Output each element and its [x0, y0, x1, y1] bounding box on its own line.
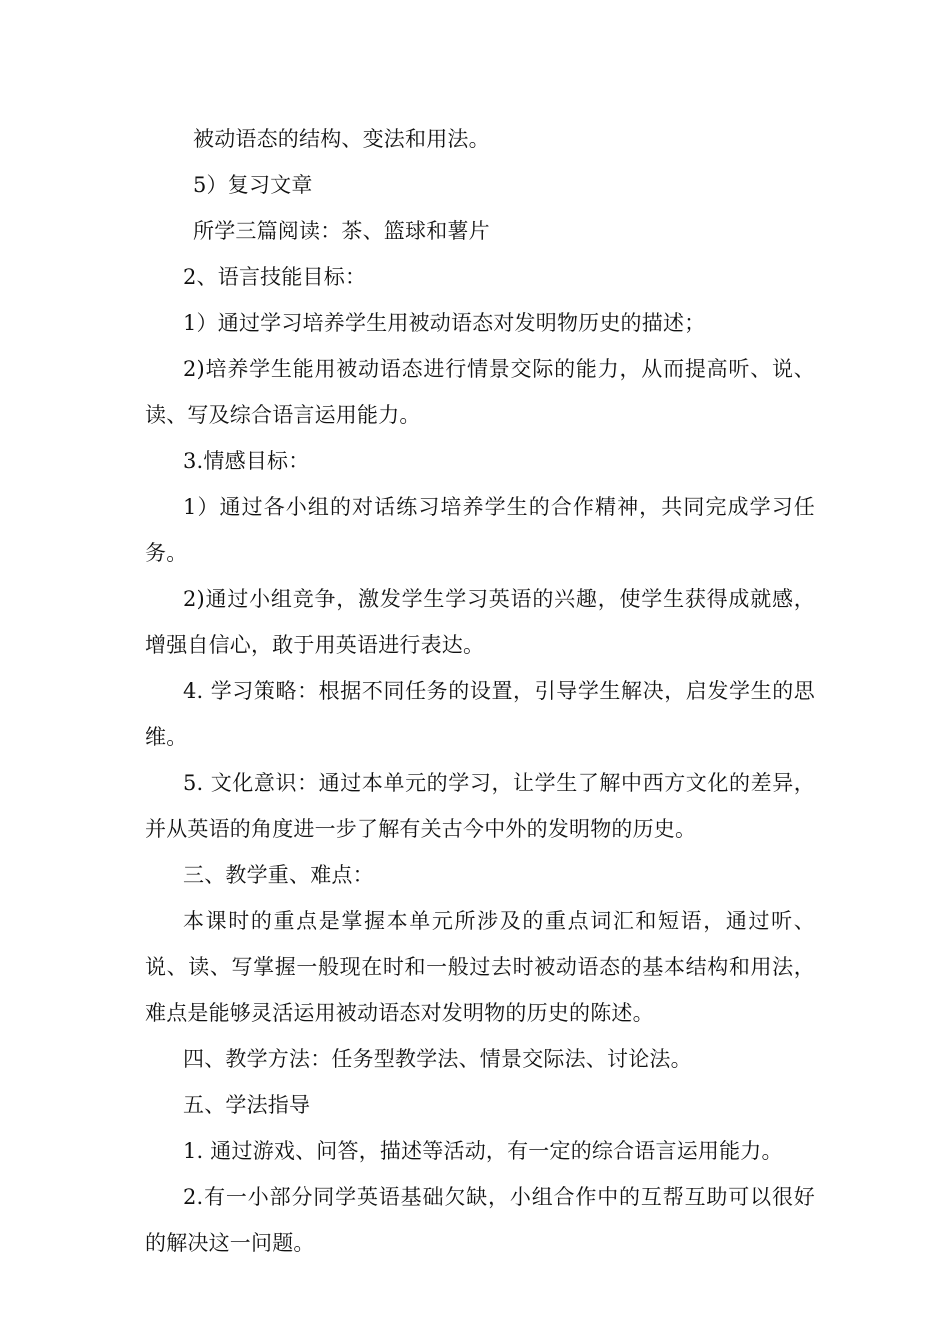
paragraph-affect-1: 1）通过各小组的对话练习培养学生的合作精神，共同完成学习任务。	[145, 495, 815, 565]
heading-language-skills: 2、语言技能目标：	[183, 265, 367, 289]
paragraph-guidance-1: 1. 通过游戏、问答，描述等活动，有一定的综合语言运用能力。	[183, 1139, 783, 1163]
paragraph-teaching-methods: 四、教学方法：任务型教学法、情景交际法、讨论法。	[183, 1047, 692, 1071]
paragraph-three-readings: 所学三篇阅读：茶、篮球和薯片	[193, 219, 490, 243]
heading-affect-goals: 3.情感目标：	[183, 449, 310, 473]
paragraph-skill-1: 1）通过学习培养学生用被动语态对发明物历史的描述；	[183, 311, 706, 335]
paragraph-affect-2: 2)通过小组竞争，激发学生学习英语的兴趣，使学生获得成就感，增强自信心，敢于用英语进行表达。	[145, 587, 815, 657]
paragraph-key-points: 本课时的重点是掌握本单元所涉及的重点词汇和短语，通过听、说、读、写掌握一般现在时和一般过去时被动语态的基本结构和用法，难点是能够灵活运用被动语态对发明物的历史的陈述。	[145, 909, 815, 1025]
paragraph-skill-2: 2)培养学生能用被动语态进行情景交际的能力，从而提高听、说、读、写及综合语言运用能力。	[145, 357, 815, 427]
paragraph-guidance-2: 2.有一小部分同学英语基础欠缺，小组合作中的互帮互助可以很好的解决这一问题。	[145, 1185, 815, 1255]
paragraph-review-articles: 5）复习文章	[193, 173, 313, 197]
heading-key-points: 三、教学重、难点：	[183, 863, 374, 887]
paragraph-learning-strategy: 4. 学习策略：根据不同任务的设置，引导学生解决，启发学生的思维。	[145, 679, 815, 749]
document-body	[145, 116, 815, 1266]
heading-learning-guidance: 五、学法指导	[183, 1093, 311, 1117]
paragraph-cultural-awareness: 5. 文化意识：通过本单元的学习，让学生了解中西方文化的差异，并从英语的角度进一步了解有关古今中外的发明物的历史。	[145, 771, 815, 841]
paragraph-passive-structure: 被动语态的结构、变法和用法。	[193, 127, 490, 151]
